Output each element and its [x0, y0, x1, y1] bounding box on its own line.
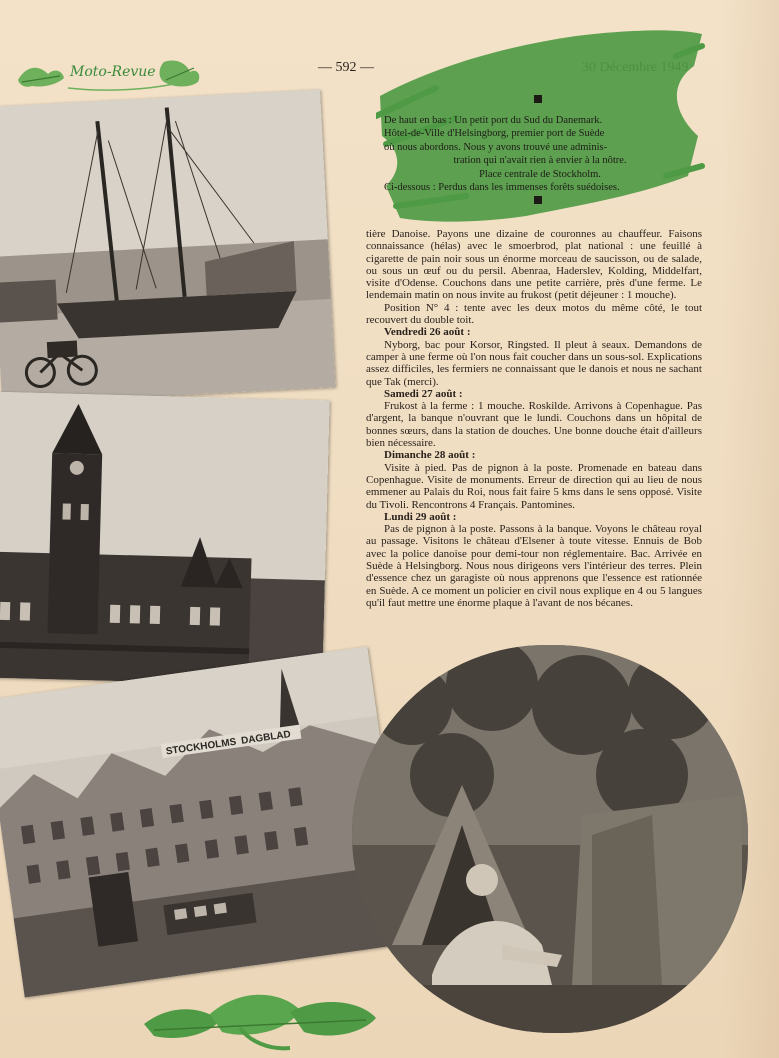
moto-revue-logo: [14, 54, 204, 98]
photo-stockholm-square: [0, 646, 409, 997]
caption-bullet-top: [534, 95, 542, 103]
article-body: [366, 228, 702, 609]
article-paragraph: Position N° 4 : tente avec les deux motos du même côté, le tout recouvert du double toit.: [366, 301, 702, 327]
caption-line: Hôtel-de-Ville d'Helsingborg, premier port de Suède: [384, 128, 605, 140]
article-paragraph: Frukost à la ferme : 1 mouche. Roskilde. Arrivons à Copenhague. Pas d'argent, la banque n'ouvrant que le lundi. Couchons dans un hôpital de bonnes sœurs, dans la station de douches. Une bonne douche était d'ailleurs bien nécessaire.: [366, 400, 702, 450]
caption-line: tration qui n'avait rien à envier à la nôtre.: [453, 155, 627, 167]
photo-helsingborg-town-hall: [0, 392, 330, 687]
decorative-leaves: [140, 984, 380, 1054]
caption-line: où nous abordons. Nous y avons trouvé une adminis-: [384, 141, 608, 153]
day-heading: Vendredi 26 août :: [384, 326, 471, 339]
photo-caption: [384, 114, 696, 194]
article-paragraph: tière Danoise. Payons une dizaine de couronnes au chauffeur. Faisons connaissance (hélas) avec le smoerbrod, plat national : une feuillé à cigarette de pain noir sous un énorme morceau de saucisson, ou de salade, ou sous un œuf ou du persil. Abenraa, Haderslev, Kolding, Middelfart, visite d'Odense. Couchons dans une petite carrière, près d'une ferme. Le lendemain matin on nous invite au frukost (petit déjeuner : 1 mouche).: [366, 228, 702, 302]
article-paragraph: Pas de pignon à la poste. Passons à la banque. Voyons le château royal au passage. Visitons le château d'Elsener à toute vitesse. Ennuis de Bob avec la police danoise pour demi-tour non réglementaire. Bac. Arrivée en Suède à Helsingborg. Nous nous dirigeons vers l'intérieur des terres. Plein d'essence chez un garagiste où nous apprenons que l'essence est rationnée en Suède. A ce moment un policier en civil nous explique en 4 ou 5 langues qu'il faut mettre une énorme plaque à l'avant de nos bécanes.: [366, 523, 702, 609]
day-heading: Lundi 29 août :: [384, 510, 457, 523]
page-number: — 592 —: [318, 60, 374, 75]
photo-forest-camp: [352, 645, 748, 1033]
caption-line: De haut en bas : Un petit port du Sud du Danemark.: [384, 115, 603, 126]
day-heading: Samedi 27 août :: [384, 387, 463, 400]
day-heading: Dimanche 28 août :: [384, 449, 476, 462]
photo-danish-harbour: [0, 89, 336, 404]
article-paragraph: Visite à pied. Pas de pignon à la poste. Promenade en bateau dans Copenhague. Visite de monuments. Erreur de direction qui au lieu de nous emmener au Palais du Roi, nous fait faire 5 kms dans le sens opposé. Visite du Tivoli. Rencontrons 4 Français. Pantomines.: [366, 461, 702, 511]
building-sign-left: STOCKHOLMS: [165, 736, 237, 758]
caption-line: Ci-dessous : Perdus dans les immenses forêts suédoises.: [384, 182, 620, 194]
article-paragraph: Nyborg, bac pour Korsor, Ringsted. Il pleut à seaux. Demandons de camper à une ferme où l'on nous fait coucher dans un sous-sol. Explications assez difficiles, les fermiers ne connaissant que le danois et nous ne sachant que Tak (merci).: [366, 338, 702, 388]
logo-text: Moto-Revue: [70, 64, 156, 80]
caption-line: Place centrale de Stockholm.: [479, 168, 601, 180]
caption-bullet-bottom: [534, 196, 542, 204]
building-sign-right: DAGBLAD: [240, 729, 292, 747]
